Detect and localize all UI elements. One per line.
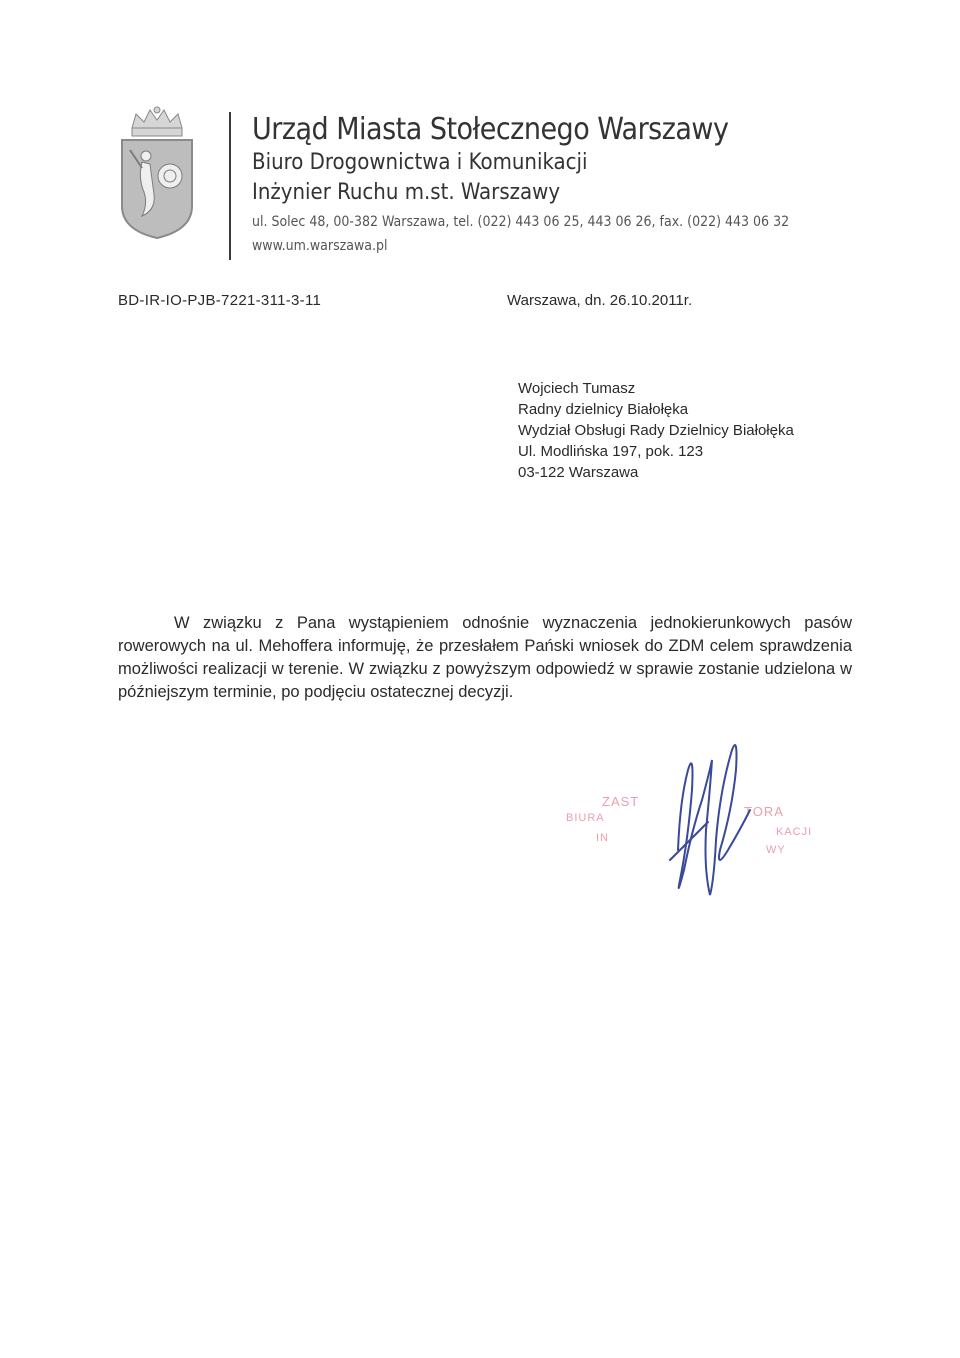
- addressee-role: Radny dzielnicy Białołęka: [518, 401, 689, 418]
- reference-number: BD-IR-IO-PJB-7221-311-3-11: [118, 292, 322, 309]
- stamp-text: TORA: [744, 804, 784, 819]
- stamp-text: IN: [596, 832, 609, 844]
- stamp-text: ZAST: [602, 794, 640, 809]
- addressee-city: 03-122 Warszawa: [518, 464, 639, 481]
- addressee-name: Wojciech Tumasz: [518, 380, 636, 397]
- letter-date: Warszawa, dn. 26.10.2011r.: [507, 292, 693, 309]
- addressee-street: Ul. Modlińska 197, pok. 123: [518, 443, 704, 460]
- engineer-title: Inżynier Ruchu m.st. Warszawy: [252, 180, 561, 205]
- stamp-text: KACJI: [776, 826, 813, 838]
- letter-body: W związku z Pana wystąpieniem odnośnie wyznaczenia jednokierunkowych pasów rowerowych na ul. Mehoffera informuję, że przesłałem Pański wniosek do ZDM celem sprawdzenia możliwości realizacji w terenie. W związku z powyższym odpowiedź w sprawie zostanie udzielona w późniejszym terminie, po podjęciu ostatecznej decyzji.: [118, 614, 852, 701]
- stamp-text: WY: [766, 844, 786, 856]
- office-address: ul. Solec 48, 00-382 Warszawa, tel. (022) 443 06 25, 443 06 26, fax. (022) 443 06 32: [252, 214, 790, 230]
- office-website: www.um.warszawa.pl: [252, 238, 388, 254]
- office-name: Urząd Miasta Stołecznego Warszawy: [252, 112, 729, 147]
- handwritten-signature: [650, 730, 760, 905]
- addressee-department: Wydział Obsługi Rady Dzielnicy Białołęka: [518, 422, 794, 439]
- warsaw-coat-of-arms-icon: [112, 106, 202, 246]
- header-divider: [229, 112, 231, 260]
- stamp-text: BIURA: [566, 812, 605, 824]
- bureau-name: Biuro Drogownictwa i Komunikacji: [252, 150, 588, 175]
- addressee-block: [518, 378, 794, 483]
